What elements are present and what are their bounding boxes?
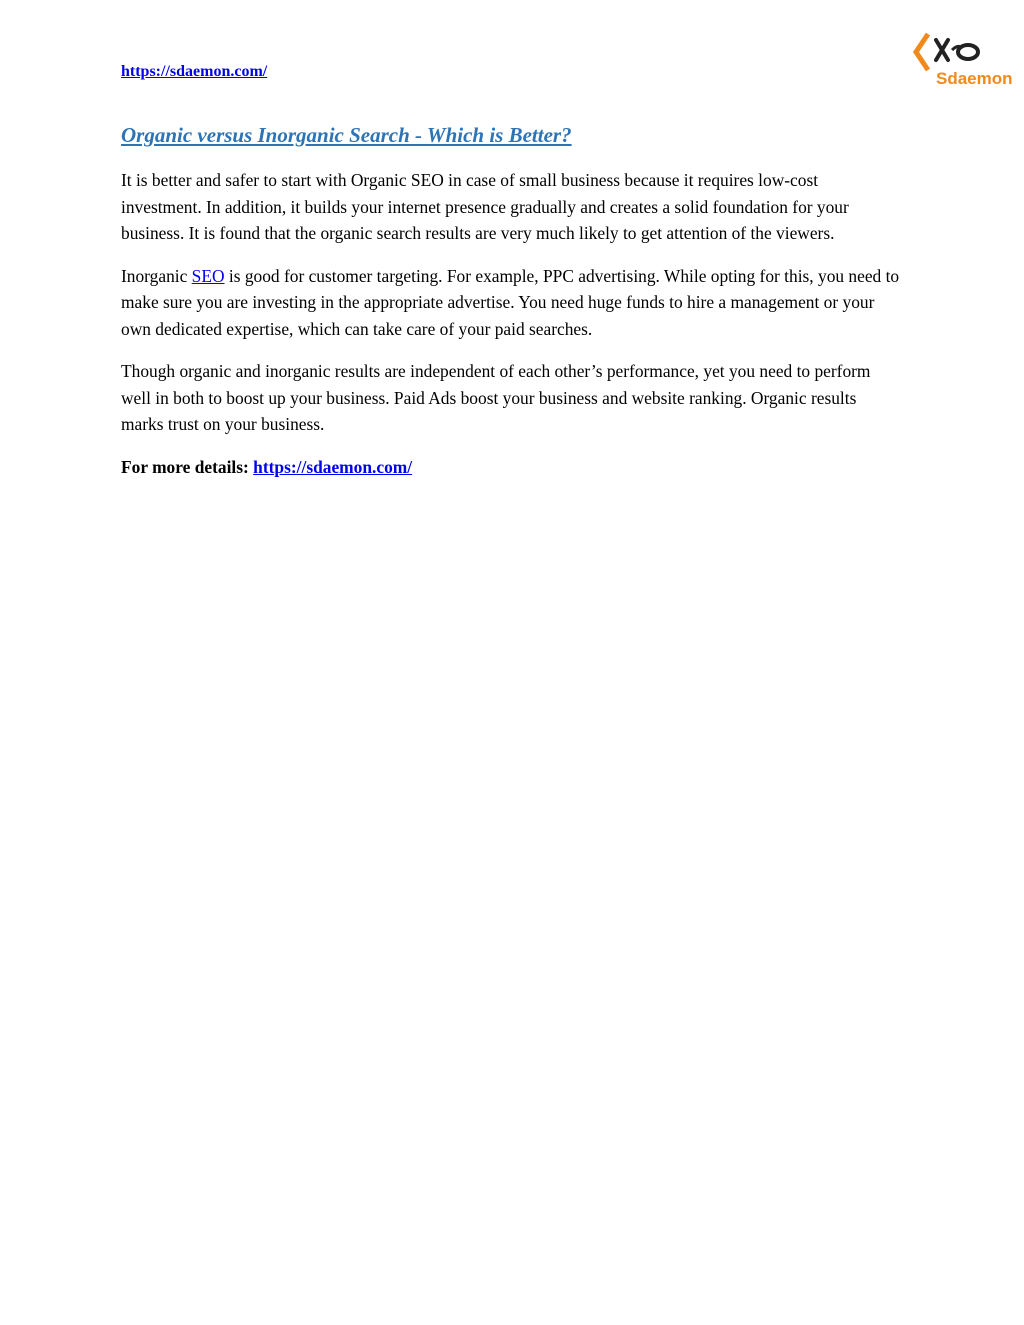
more-details-link[interactable]: https://sdaemon.com/: [253, 456, 413, 477]
seo-link[interactable]: SEO: [191, 265, 225, 286]
article-body: [121, 167, 901, 496]
paragraph-1: It is better and safer to start with Organic SEO in case of small business because it requires low-cost investment. In addition, it builds your internet presence gradually and creates a solid foundation for your business. It is found that the organic search results are very much likely to get attention of the viewers.: [121, 170, 849, 243]
page-title[interactable]: Organic versus Inorganic Search - Which is Better?: [121, 123, 572, 147]
logo-wordmark: Sdaemon: [936, 69, 1013, 88]
more-details-label: For more details:: [121, 456, 254, 477]
header-url-link[interactable]: https://sdaemon.com/: [121, 63, 268, 80]
paragraph-3: Though organic and inorganic results are independent of each other’s performance, yet you need to perform well in both to boost up your business. Paid Ads boost your business and website ranking. Organic results marks trust on your business.: [121, 361, 871, 434]
more-details: [121, 454, 901, 481]
paragraph-2-start: Inorganic: [121, 265, 192, 286]
paragraph-2-end: is good for customer targeting. For example, PPC advertising. While opting for this, you need to make sure you are investing in the appropriate advertise. You need huge funds to hire a management or your own dedicated expertise, which can take care of your paid searches.: [121, 265, 900, 339]
paragraph-2: [121, 263, 901, 343]
sdaemon-logo: [912, 30, 1020, 88]
